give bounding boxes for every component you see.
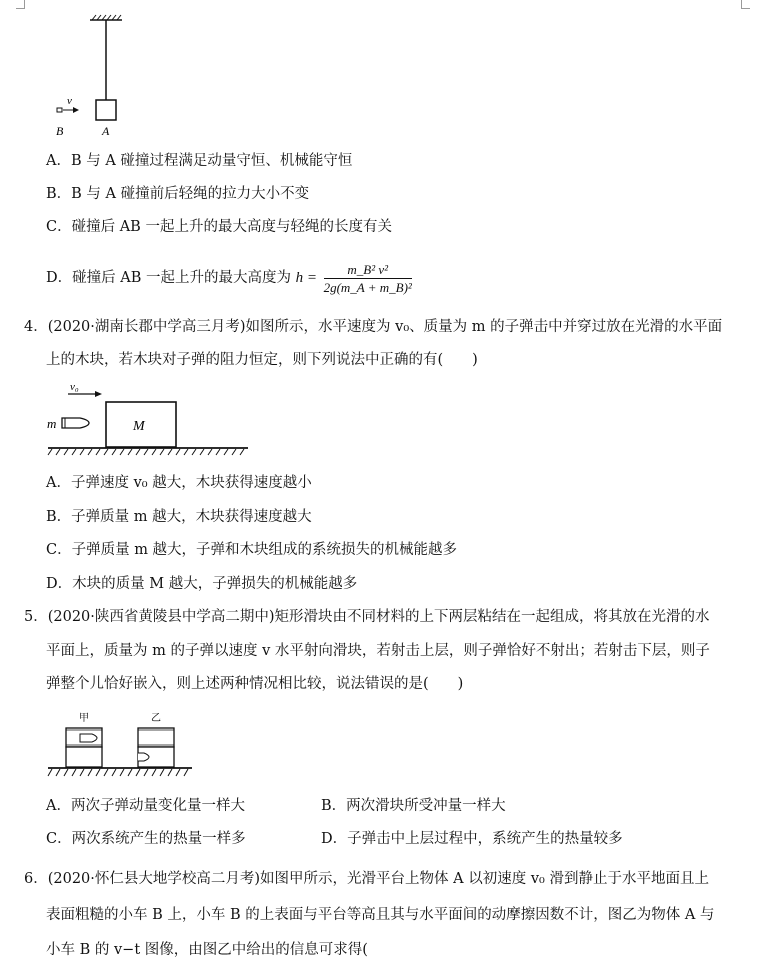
q6-stem-line2: 表面粗糙的小车 B 上，小车 B 的上表面与平台等高且其与水平面间的动摩擦因数不计，图乙为物体 A 与 xyxy=(46,907,715,923)
q4-option-d: D．木块的质量 M 越大，子弹损失的机械能越多 xyxy=(46,576,358,592)
q5-label-yi: 乙 xyxy=(151,713,161,724)
q6-stem-line1: 6．(2020·怀仁县大地学校高二月考)如图甲所示，光滑平台上物体 A 以初速度 v₀ 滑到静止于水平地面且上 xyxy=(24,871,709,887)
q3-velocity-label: v xyxy=(67,95,72,107)
q5-stem-line1: 5．(2020·陕西省黄陵县中学高二期中)矩形滑块由不同材料的上下两层粘结在一起组成，将其放在光滑的水 xyxy=(24,609,710,625)
bullet-embedded-lower xyxy=(138,753,149,761)
block-jia-lower xyxy=(66,747,102,767)
q3-formula-numerator: m_B² v² xyxy=(324,262,412,279)
page-corner-mark-right xyxy=(741,8,750,9)
q4-option-c: C．子弹质量 m 越大，子弹和木块组成的系统损失的机械能越多 xyxy=(46,542,458,558)
q5-option-c: C．两次系统产生的热量一样多 xyxy=(46,831,246,847)
q6-stem-line3: 小车 B 的 v−t 图像，由图乙中给出的信息可求得( xyxy=(46,942,368,958)
q3-pendulum-figure xyxy=(50,14,130,142)
q5-option-b: B．两次滑块所受冲量一样大 xyxy=(321,798,506,814)
page-corner-mark-left xyxy=(16,8,25,9)
q3-formula-denominator: 2g(m_A + m_B)² xyxy=(323,279,412,295)
q4-bullet-block-figure xyxy=(44,378,254,460)
q3-label-b: B xyxy=(56,124,64,138)
q3-option-b: B．B 与 A 碰撞前后轻绳的拉力大小不变 xyxy=(46,186,310,202)
q5-option-d: D．子弹击中上层过程中，系统产生的热量较多 xyxy=(321,831,623,847)
q4-block-label: M xyxy=(133,419,145,434)
q4-bullet-label: m xyxy=(47,416,57,431)
q5-two-blocks-figure xyxy=(46,710,196,782)
q5-stem-line3: 弹整个儿恰好嵌入，则上述两种情况相比较，说法错误的是( ) xyxy=(46,676,464,692)
q5-label-jia: 甲 xyxy=(79,713,89,724)
q3-option-d-text: D．碰撞后 AB 一起上升的最大高度为 xyxy=(46,270,291,286)
block-a xyxy=(96,100,116,120)
q3-option-c: C．碰撞后 AB 一起上升的最大高度与轻绳的长度有关 xyxy=(46,219,392,235)
q4-stem-line2: 上的木块，若木块对子弹的阻力恒定，则下列说法中正确的有( ) xyxy=(46,352,478,368)
q3-option-d xyxy=(46,258,412,298)
q5-stem-line2: 平面上，质量为 m 的子弹以速度 v 水平射向滑块，若射击上层，则子弹恰好不射出；若射击下层，则子 xyxy=(46,643,710,659)
block-yi-upper xyxy=(138,728,174,747)
q3-formula-lhs: h = xyxy=(295,270,317,286)
q3-option-a: A．B 与 A 碰撞过程满足动量守恒、机械能守恒 xyxy=(46,153,353,169)
q5-option-a: A．两次子弹动量变化量一样大 xyxy=(46,798,245,814)
q4-velocity-label: v₀ xyxy=(70,381,79,393)
page-corner-mark-left xyxy=(24,0,25,8)
q3-formula-fraction xyxy=(324,262,412,295)
bullet-b xyxy=(57,108,62,112)
q3-label-a: A xyxy=(102,124,110,138)
bullet-embedded-upper xyxy=(80,734,97,742)
q4-option-b: B．子弹质量 m 越大，木块获得速度越大 xyxy=(46,509,312,525)
page-corner-mark-right xyxy=(741,0,742,8)
bullet xyxy=(62,418,89,428)
q4-option-a: A．子弹速度 v₀ 越大，木块获得速度越小 xyxy=(46,475,312,491)
q4-stem-line1: 4．(2020·湖南长郡中学高三月考)如图所示，水平速度为 v₀、质量为 m 的子弹击中并穿过放在光滑的水平面 xyxy=(24,319,723,335)
